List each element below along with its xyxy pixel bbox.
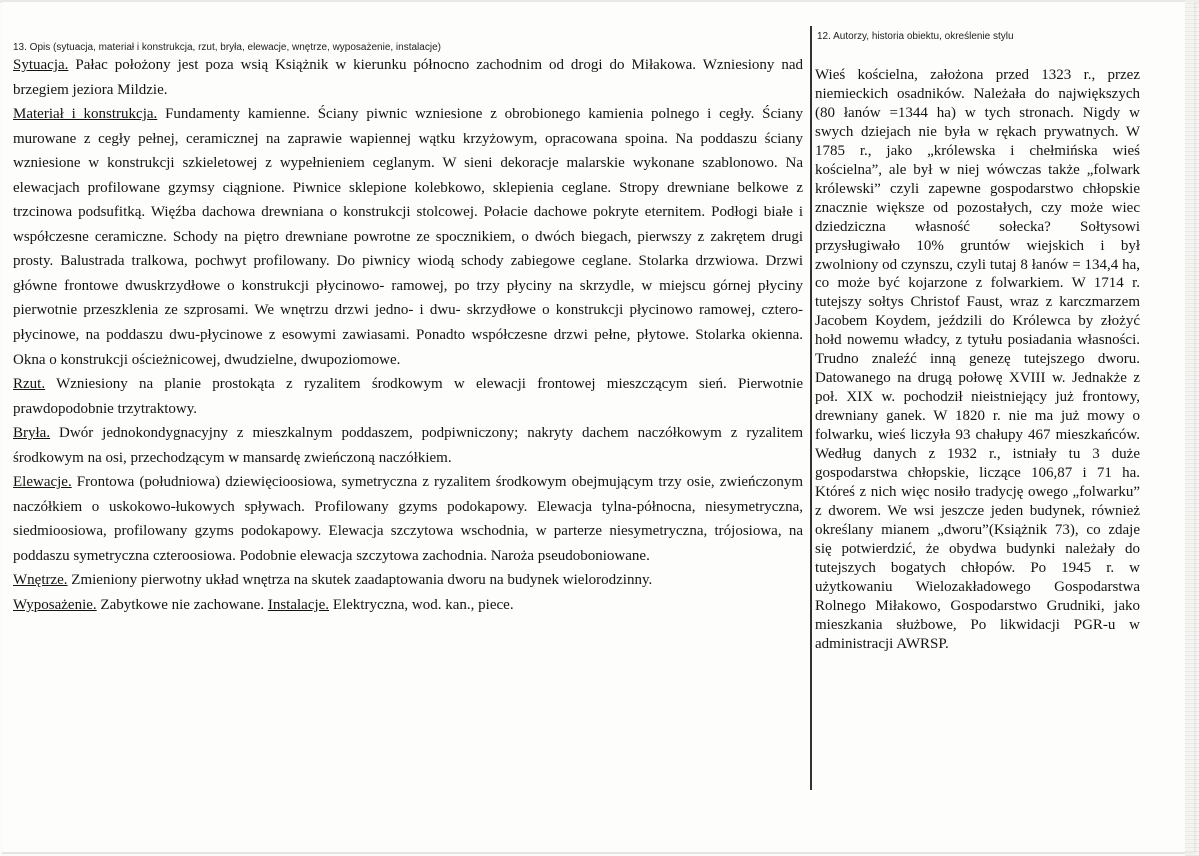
section-label-wyposazenie: Wyposażenie. bbox=[13, 597, 97, 614]
section-label-rzut: Rzut. bbox=[13, 376, 46, 393]
description-column bbox=[13, 53, 803, 618]
left-column-header: 13. Opis (sytuacja, materiał i konstrukcja, rzut, bryła, elewacje, wnętrze, wyposażenie, instalacje) bbox=[13, 42, 441, 53]
section-text-rzut: Wzniesiony na planie prostokąta z ryzalitem środkowym w elewacji frontowej mieszczącym sień. Pierwotnie prawdopodobnie trzytraktowy. bbox=[13, 376, 803, 417]
history-column bbox=[815, 66, 1140, 654]
section-elewacje bbox=[13, 470, 803, 568]
column-divider bbox=[810, 26, 812, 790]
scan-edge bbox=[1185, 0, 1199, 856]
right-column-header: 12. Autorzy, historia obiektu, określenie stylu bbox=[817, 31, 1014, 42]
section-text-bryla: Dwór jednokondygnacyjny z mieszkalnym poddaszem, podpiwniczony; nakryty dachem naczółkowym z ryzalitem środkowym na osi, przechodzącym w mansardę zwieńczoną naczółkiem. bbox=[13, 425, 803, 466]
section-text-material: Fundamenty kamienne. Ściany piwnic wzniesione z obrobionego kamienia polnego i cegły. Ściany murowane z cegły pełnej, ceramicznej na zaprawie wapiennej wątku krzyżowym, opracowana spoina. Na poddaszu ściany wzniesione w konstrukcji szkieletowej z wypełnieniem ceglanym. W sieni dekoracje malarskie wykonane szablonowo. Na elewacjach profilowane gzymsy ciągnione. Piwnice sklepione kolebkowo, sklepienia ceglane. Stropy drewniane belkowe z trzcinowa podsufitką. Więźba dachowa drewniana o konstrukcji stolcowej. Połacie dachowe pokryte eternitem. Podłogi białe i współczesne ceramiczne. Schody na piętro drewniane powrotne ze spocznikiem, o dwóch biegach, pierwszy z zakrętem drugi prosty. Balustrada tralkowa, pochwyt profilowany. Do piwnicy wiodą schody zabiegowe ceglane. Stolarka drzwiowa. Drzwi główne frontowe dwuskrzydłowe o konstrukcji płycinowo- ramowej, po trzy płyciny na skrzydle, w miejscu górnej płyciny pierwotnie przeszklenia ze szprosami. We wnętrzu drzwi jedno- i dwu- skrzydłowe o konstrukcji płycinowo ramowej, cztero-płycinowe, na poddaszu dwu-płycinowe z esowymi zawiasami. Ponadto współczesne drzwi pełne, płytowe. Stolarka okienna. Okna o konstrukcji ościeżnicowej, dwudzielne, dwupoziomowe. bbox=[13, 106, 803, 368]
section-label-elewacje: Elewacje. bbox=[13, 474, 72, 491]
section-label-wnetrze: Wnętrze. bbox=[13, 572, 68, 589]
section-material bbox=[13, 102, 803, 372]
section-text-wyposazenie: Zabytkowe nie zachowane. bbox=[96, 597, 268, 614]
section-text-elewacje: Frontowa (południowa) dziewięcioosiowa, symetryczna z ryzalitem środkowym obejmującym trzy osie, zwieńczonym naczółkiem o uskokowo-łukowych spływach. Profilowany gzyms podokapowy. Elewacja tylna-północna, niesymetryczna, siedmioosiowa, profilowany gzyms podokapowy. Elewacja szczytowa wschodnia, w parterze niesymetryczna, trójosiowa, na poddaszu symetryczna czteroosiowa. Podobnie elewacja szczytowa zachodnia. Naroża pseudoboniowane. bbox=[13, 474, 803, 564]
section-label-instalacje: Instalacje. bbox=[267, 597, 330, 614]
section-text-sytuacja: Pałac położony jest poza wsią Książnik w kierunku północno zachodnim od drogi do Miłakowa. Wzniesiony nad brzegiem jeziora Mildzie. bbox=[13, 57, 803, 98]
section-text-instalacje: Elektryczna, wod. kan., piece. bbox=[329, 597, 514, 614]
section-label-bryla: Bryła. bbox=[13, 425, 51, 442]
section-rzut bbox=[13, 372, 803, 421]
history-text: Wieś kościelna, założona przed 1323 r., przez niemieckich osadników. Należała do największych (80 łanów =1344 ha) w tych stronach. Nigdy w swych dziejach nie była w rękach prywatnych. W 1785 r., jako „królewska i chełmińska wieś kościelna”, ale był w niej wówczas także „folwark królewski” czyli zapewne gospodarstwo chłopskie znacznie większe od pozostałych, czy może wiec dziedziczna własność sołecka? Sołtysowi przysługiwało 10% gruntów wiejskich i był zwolniony od czynszu, czyli tutaj 8 łanów = 134,4 ha, co może być kojarzone z folwarkiem. W 1714 r. tutejszy sołtys Christof Faust, wraz z karczmarzem Jacobem Koydem, jeździli do Królewca by złożyć hołd nowemu władcy, z tytułu posiadania własności. Trudno znaleźć inną genezę tutejszego dworu. Datowanego na drugą połowę XVIII w. Jednakże z poł. XIX w. pochodził nieistniejący już frontowy, drewniany ganek. W 1820 r. nie ma już mowy o folwarku, wieś liczyła 93 chałupy 467 mieszkańców. Według danych z 1932 r., istniały tu 3 duże gospodarstwa chłopskie, liczące 106,87 i 71 ha. Któreś z nich więc nosiło tradycję owego „folwarku” z dworem. We wsi jeszcze jeden budynek, również określany mianem „dworu”(Książnik 73), co zdaje się potwierdzić, że obydwa budynki należały do tutejszych bogatych chłopów. Po 1945 r. w użytkowaniu Wielozakładowego Gospodarstwa Rolnego Miłakowo, Gospodarstwo Grudniki, jako mieszkania służbowe, Po likwidacji PGR-u w administracji AWRSP. bbox=[815, 67, 1140, 652]
section-sytuacja bbox=[13, 53, 803, 102]
section-wyposazenie-instalacje bbox=[13, 593, 803, 618]
section-label-material: Materiał i konstrukcja. bbox=[13, 106, 158, 123]
section-wnetrze bbox=[13, 568, 803, 593]
section-label-sytuacja: Sytuacja. bbox=[13, 57, 69, 73]
section-bryla bbox=[13, 421, 803, 470]
section-text-wnetrze: Zmieniony pierwotny układ wnętrza na skutek zaadaptowania dworu na budynek wielorodzinny. bbox=[67, 572, 653, 589]
